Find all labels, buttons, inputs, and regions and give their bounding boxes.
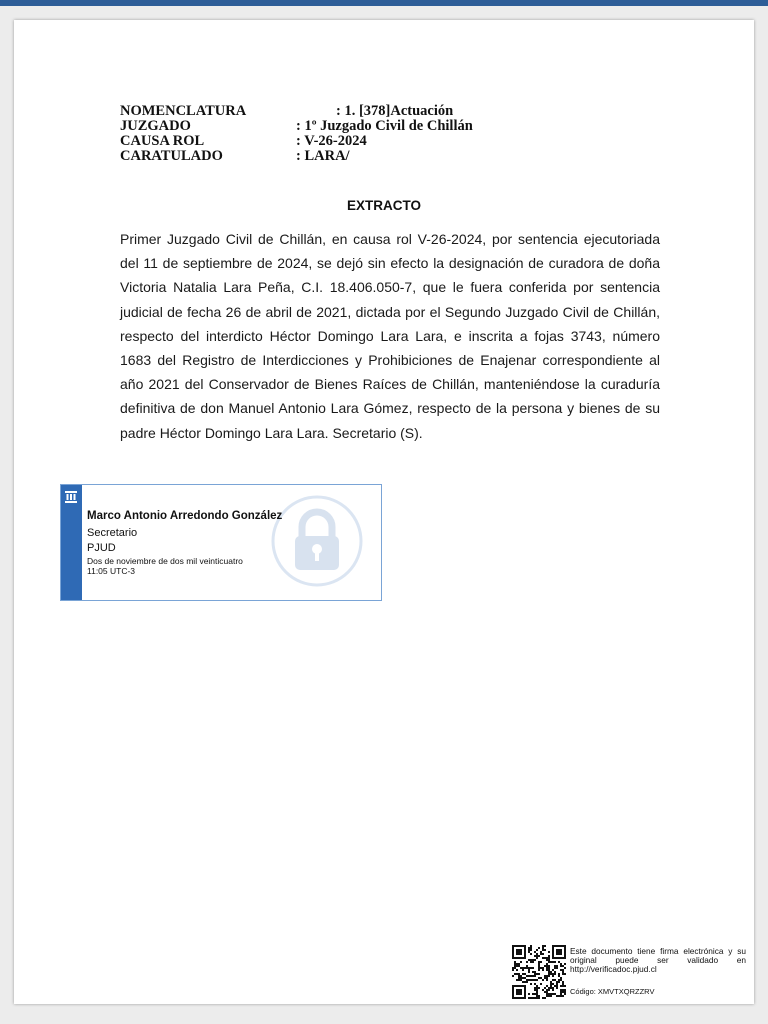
header-label: NOMENCLATURA — [120, 103, 247, 119]
document-body: Primer Juzgado Civil de Chillán, en causa rol V-26-2024, por sentencia ejecutoriada del 11 de septiembre de 2024, se dejó sin efecto la designación de curadora de doña Victoria Natalia Lara Peña, C.I. 18.406.050-7, que le fuera conferida por sentencia judicial de fecha 26 de abril de 2021, dictada por el Segundo Juzgado Civil de Chillán, respecto del interdicto Héctor Domingo Lara Lara, e inscrita a fojas 3743, número 1683 del Registro de Interdicciones y Prohibiciones de Enajenar correspondiente al año 2021 del Conservador de Bienes Raíces de Chillán, manteniéndose la curaduría definitiva de don Manuel Antonio Lara Gómez, respecto de la persona y bienes de su padre Héctor Domingo Lara Lara. Secretario (S). — [120, 231, 660, 441]
signer-role: Secretario — [87, 527, 138, 539]
header-label: CARATULADO — [120, 148, 223, 164]
document-page — [14, 20, 754, 1004]
header-value: : 1º Juzgado Civil de Chillán — [296, 118, 473, 134]
header-row-caratulado — [120, 149, 473, 164]
verification-text: Este documento tiene firma electrónica y su original puede ser validado en http://verificadoc.pjud.cl — [570, 946, 746, 974]
signer-organization: PJUD — [87, 542, 116, 554]
signature-band — [61, 485, 82, 600]
signature-date-line: Dos de noviembre de dos mil veinticuatro — [87, 556, 243, 566]
top-bar — [0, 0, 768, 6]
signer-name: Marco Antonio Arredondo González — [87, 510, 283, 522]
signature-date — [87, 557, 243, 576]
header-value: : LARA/ — [296, 148, 350, 164]
signature-time-line: 11:05 UTC-3 — [87, 565, 136, 576]
verification-code: Código: XMVTXQRZZRV — [570, 987, 655, 996]
qr-code-icon — [512, 945, 566, 1004]
document-title: EXTRACTO — [346, 198, 421, 213]
header-row-juzgado — [120, 119, 473, 134]
header-label: CAUSA ROL — [120, 133, 205, 149]
case-header — [120, 104, 473, 164]
verification-block — [512, 945, 747, 1005]
electronic-signature-box — [60, 484, 382, 601]
header-value: : V-26-2024 — [296, 133, 367, 149]
lock-icon — [269, 493, 365, 594]
header-value: : 1. [378]Actuación — [336, 103, 454, 119]
header-row-causa-rol — [120, 134, 473, 149]
header-label: JUZGADO — [120, 118, 191, 134]
header-row-nomenclatura — [120, 104, 473, 119]
